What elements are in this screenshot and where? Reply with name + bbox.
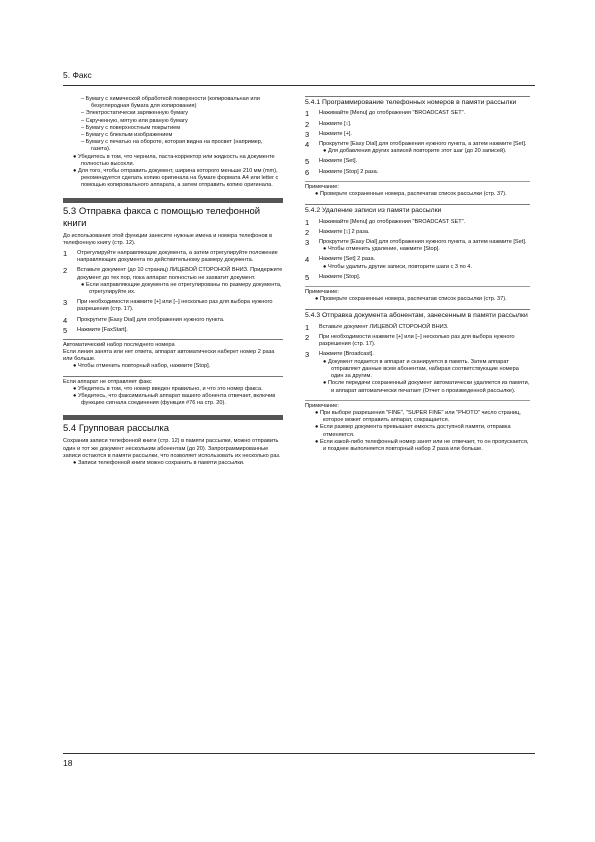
step-item: 3 Прокрутите [Easy Dial] для отображения нужного пункта, а затем нажмите [Set]. [305,238,527,248]
step-item: 2 Нажмите [↕] 2 раза. [305,227,370,237]
step-item: 3 Нажмите [Broadcast]. [305,350,374,360]
bullet-item: ● Чтобы отменить удаление, нажмите [Stop]. [323,246,440,253]
bullet-item: ● Если направляющие документа не отрегулированы по размеру документа, отрегулируйте их. [81,281,282,296]
list-item: – Скрученную, мятую или рваную бумагу [81,117,188,124]
step-item: 4 Прокрутите [Easy Dial] для отображения нужного пункта, а затем нажмите [Set]. [305,140,527,150]
page-number: 18 [63,758,73,768]
left-column [63,96,283,467]
list-item: – Бумагу с блеклым изображением [81,132,173,139]
note-title: Примечание: [305,181,530,191]
note-title: Примечание: [305,286,530,296]
step-item: 2 При необходимости нажмите [+] или [−] несколько раз для выбора нужного разрешения (стр. 17). [305,333,515,348]
bullet-item: ● Убедитесь в том, что чернила, паста-корректор или жидкость на документе полностью высохли. [73,153,275,167]
list-item: – Бумагу с химической обработкой поверхности (копировальная или безуглеродная бумага для копирования) [81,96,260,110]
header-rule [63,85,535,86]
section-title-5-4: 5.4 Групповая рассылка [63,415,283,435]
step-item: 5 Нажмите [FaxStart]. [63,325,128,335]
step-item: 1 Нажимайте [Menu] до отображения "BROADCAST SET". [305,217,466,227]
bullet-item: ● Проверьте сохраненные номера, распечатав список рассылки (стр. 37). [315,296,507,303]
bullet-item: ● Документ подается в аппарат и сканируется в память. Затем аппарат отправляет данные всем абонентам, набирая соответствующие номера один за другим. [323,358,519,380]
step-item: 3 При необходимости нажмите [+] или [−] несколько раз для выбора нужного разрешения (стр. 17). [63,298,273,313]
step-item: 3 Нажмите [+]. [305,129,352,139]
step-item: 4 Нажмите [Set] 2 раза. [305,255,376,265]
subsection-title-5-4-3: 5.4.3 Отправка документа абонентам, занесенным в памяти рассылки [305,309,530,320]
fail-title: Если аппарат не отправляет факс [63,376,283,386]
bullet-item: ● Если размер документа превышает емкость доступной памяти, отправка отменяется. [315,424,511,438]
step-item: 2 Вставьте документ (до 10 страниц) ЛИЦЕВОЙ СТОРОНОЙ ВНИЗ. Придержите документ до тех пор, пока аппарат полностью не захватит документ. [63,266,283,281]
bullet-item: ● Убедитесь в том, что номер введен правильно, и что это номер факса. [73,385,263,392]
bullet-item: ● Для того, чтобы отправить документ, ширина которого меньше 210 мм (mm), рекомендуется сделать копию оригинала на бумаге формата A4 или letter с помощью копировального аппарата, а затем отправить копию оригинала. [73,168,279,189]
redial-text: Если линия занята или нет ответа, аппарат автоматически наберет номер 2 раза или больше. [63,349,275,363]
step-item: 5 Нажмите [Stop]. [305,272,361,282]
step-item: 2 Нажмите [↕]. [305,119,352,129]
footer-rule [63,753,535,754]
step-item: 6 Нажмите [Stop] 2 раза. [305,167,379,177]
subsection-title-5-4-2: 5.4.2 Удаление записи из памяти рассылки [305,204,530,215]
step-item: 4 Прокрутите [Easy Dial] для отображения нужного пункта. [63,315,225,325]
bullet-item: ● При выборе разрешения "FINE", "SUPER FINE" или "PHOTO" число страниц, которое может отправить аппарат, сокращается. [315,409,521,424]
section-title-5-3: 5.3 Отправка факса с помощью телефонной книги [63,198,283,230]
note-title: Примечание: [305,400,530,410]
bullet-item: ● Убедитесь, что факсимильный аппарат вашего абонента отвечает, включив функцию сигнала соединения (функция #76 на стр. 20). [73,392,276,407]
right-column [305,96,530,453]
step-item: 1 Вставьте документ ЛИЦЕВОЙ СТОРОНОЙ ВНИЗ. [305,322,449,332]
step-item: 1 Отрегулируйте направляющие документа, а затем отрегулируйте положение направляющих документа по действительному размеру документа. [63,249,278,264]
bullet-item: ● Чтобы удалить другие записи, повторите шаги с 3 по 4. [323,263,472,270]
bullet-item: ● Чтобы отменить повторный набор, нажмите [Stop]. [73,363,211,370]
bullet-item: ● Проверьте сохраненные номера, распечатав список рассылки (стр. 37). [315,191,507,198]
list-item: – Бумагу с печатью на обороте, которая видна на просвет (например, газета). [81,139,263,153]
bullet-item: ● Записи телефонной книги можно сохранить в памяти рассылки. [73,459,245,466]
subsection-title-5-4-1: 5.4.1 Программирование телефонных номеров в памяти рассылки [305,96,530,107]
page-header: 5. Факс [63,70,92,80]
list-item: – Электростатически заряженную бумагу [81,110,189,117]
redial-title: Автоматический набор последнего номера [63,339,283,349]
step-item: 1 Нажимайте [Menu] до отображения "BROADCAST SET". [305,109,466,119]
section-intro: Сохранив записи телефонной книги (стр. 12) в памяти рассылки, можно отправить один и тот же документ нескольким абонентам (до 20). Запрограммированные записи остаются в памяти рассылки, что позволяет использовать их несколько раз. [63,438,281,459]
list-item: – Бумагу с поверхностным покрытием [81,124,181,131]
intro-dash-list [63,96,283,154]
bullet-item: ● Если какой-либо телефонный номер занят или не отвечает, то он пропускается, и позднее выполняется повторный набор 2 раза или больше. [315,438,529,452]
bullet-item: ● Для добавления других записей повторите этот шаг (до 20 записей). [323,148,507,155]
bullet-item: ● После передачи сохраненный документ автоматически удаляется из памяти, и аппарат автоматически печатает (Отчет о произведенной рассылке). [323,380,530,394]
section-intro: До использования этой функции занесите нужные имена и номера телефонов в телефонную книгу (стр. 12). [63,232,273,246]
step-item: 5 Нажмите [Set]. [305,157,358,167]
